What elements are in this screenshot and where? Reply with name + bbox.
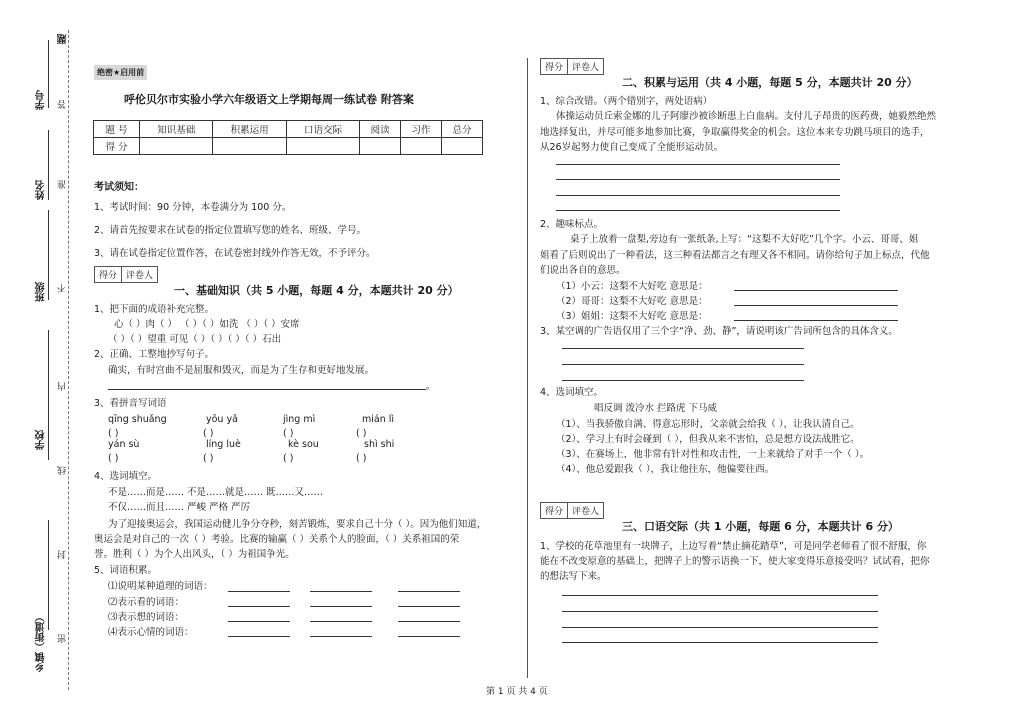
pinyin: yōu yǎ bbox=[206, 414, 238, 425]
score-cell[interactable] bbox=[286, 138, 359, 155]
s3-q1-para: 1、学校的花草池里有一块牌子，上边写着“禁止摘花踏草”，可是同学老师看了很不舒服，你 bbox=[540, 541, 927, 552]
margin-char-seal: 封 bbox=[58, 550, 68, 559]
s1-q4: 4、选词填空。 bbox=[94, 471, 158, 482]
scorer-box bbox=[540, 502, 604, 519]
score-cell[interactable] bbox=[401, 138, 442, 155]
notice-item: 2、请首先按要求在试卷的指定位置填写您的姓名、班级、学号。 bbox=[94, 225, 367, 236]
answer-line[interactable] bbox=[734, 320, 898, 321]
answer-paren[interactable]: ( ) bbox=[108, 428, 119, 439]
answer-blank[interactable] bbox=[310, 636, 372, 637]
scorer-score-label: 得分 bbox=[541, 503, 568, 518]
s2-q2-item: （1）小云：这梨不大好吃 意思是： bbox=[556, 281, 708, 292]
margin-label-question: 题 bbox=[58, 34, 69, 44]
page-footer: 第 1 页 共 4 页 bbox=[486, 687, 548, 697]
s3-q1-para: 能在不改变原意的基础上，把牌子上的警示语换一下，使大家变得乐意接受吗？试试看，把你 bbox=[540, 556, 930, 567]
answer-paren[interactable]: ( ) bbox=[356, 453, 367, 464]
answer-paren[interactable]: ( ) bbox=[108, 453, 119, 464]
score-table-header: 知识基础 bbox=[140, 121, 213, 138]
answer-line[interactable] bbox=[562, 595, 878, 596]
s2-q2: 2、趣味标点。 bbox=[540, 219, 604, 230]
score-cell[interactable] bbox=[360, 138, 401, 155]
scorer-score-label: 得分 bbox=[95, 267, 122, 282]
score-row-label: 得 分 bbox=[94, 138, 140, 155]
s2-q2-para: 桌子上放着一盘梨,旁边有一张纸条,上写：“这梨不大好吃”几个字。小云、哥哥、姐 bbox=[570, 234, 919, 245]
s2-q2-item: （3）姐姐：这梨不大好吃 意思是： bbox=[556, 311, 708, 322]
scorer-grader-label: 评卷人 bbox=[572, 63, 600, 73]
pinyin: shì shi bbox=[364, 439, 395, 450]
answer-line[interactable] bbox=[556, 164, 840, 165]
s1-q4-line2: 不仅……而且…… 严峻 严格 严厉 bbox=[108, 502, 251, 513]
s2-q4-item: （4）、他总爱跟我（ ），我让他往东，他偏要往西。 bbox=[556, 464, 775, 475]
pinyin: jìng mì bbox=[283, 414, 316, 425]
pinyin: kè sou bbox=[288, 439, 319, 450]
pinyin: mián lì bbox=[362, 414, 395, 425]
notice-item: 1、考试时间：90 分钟，本卷满分为 100 分。 bbox=[94, 202, 292, 213]
answer-blank[interactable] bbox=[228, 606, 290, 607]
score-cell[interactable] bbox=[213, 138, 286, 155]
s2-q1-para: 地选择复出，并尽可能多地参加比赛，争取赢得奖金的机会。这位本来专功跳马项目的选手， bbox=[540, 127, 930, 138]
s1-q5-item: ⑵表示看的词语： bbox=[108, 597, 185, 608]
margin-label-name: 姓名 bbox=[36, 180, 47, 200]
answer-line[interactable] bbox=[556, 179, 840, 180]
margin-label-class: 班级 bbox=[36, 282, 47, 302]
scorer-grader-label: 评卷人 bbox=[126, 271, 154, 281]
margin-label-school: 学校 bbox=[36, 430, 47, 450]
seal-dashed-line bbox=[68, 30, 69, 690]
score-cell[interactable] bbox=[140, 138, 213, 155]
pinyin: líng luè bbox=[206, 439, 241, 450]
s1-q4-para: 为了迎接奥运会，我国运动健儿争分夺秒，刻苦锻炼，要求自己十分（ ）。因为他们知道， bbox=[108, 519, 487, 530]
s1-q2-answer-line[interactable] bbox=[108, 389, 426, 390]
s2-q2-para: 姐看了后则说出了一种看法，这三种看法都言之有理又各不相同。请你给句子加上标点，代他 bbox=[540, 250, 930, 261]
s1-q1: 1、把下面的成语补充完整。 bbox=[94, 304, 215, 315]
section-2-title: 二、积累与运用（共 4 小题，每题 5 分，本题共计 20 分） bbox=[622, 76, 918, 89]
s1-q2: 2、正确、工整地抄写句子。 bbox=[94, 349, 215, 360]
s2-q1-para: 体操运动员丘索金娜的儿子阿廖沙被诊断患上白血病。支付儿子昂贵的医药费，她毅然绝然 bbox=[556, 111, 937, 122]
answer-blank[interactable] bbox=[228, 591, 290, 592]
scorer-grader-label: 评卷人 bbox=[572, 507, 600, 517]
answer-blank[interactable] bbox=[310, 606, 372, 607]
answer-line[interactable] bbox=[556, 195, 840, 196]
confidential-stamp: 绝密★启用前 bbox=[94, 65, 147, 80]
pinyin: yán sù bbox=[108, 439, 140, 450]
exam-title: 呼伦贝尔市实验小学六年级语文上学期每周一练试卷 附答案 bbox=[124, 93, 414, 106]
s1-q1-line1: 心（ ）肉（ ） （ ）（ ）如洗 （ ）（ ）安席 bbox=[114, 319, 300, 330]
section-3-title: 三、口语交际（共 1 小题，每题 6 分，本题共计 6 分） bbox=[622, 520, 899, 533]
answer-blank[interactable] bbox=[228, 621, 290, 622]
s1-q5-item: ⑷表示心情的词语： bbox=[108, 627, 194, 638]
margin-char-prepare: 准 bbox=[58, 180, 68, 189]
answer-paren[interactable]: ( ) bbox=[203, 428, 214, 439]
scorer-score-label: 得分 bbox=[541, 59, 568, 74]
answer-blank[interactable] bbox=[398, 636, 460, 637]
notice-item: 3、请在试卷指定位置作答，在试卷密封线外作答无效，不予评分。 bbox=[94, 248, 376, 259]
scorer-box bbox=[540, 58, 604, 75]
margin-label-student-id: 学号 bbox=[36, 90, 47, 110]
s1-q3: 3、看拼音写词语 bbox=[94, 398, 167, 409]
answer-line[interactable] bbox=[562, 348, 804, 349]
s2-q1: 1、综合改错。（两个错别字，两处语病） bbox=[540, 96, 713, 107]
score-table bbox=[93, 120, 483, 155]
score-cell[interactable] bbox=[442, 138, 483, 155]
answer-paren[interactable]: ( ) bbox=[283, 453, 294, 464]
s2-q4-item: （2）、学习上有时会碰到（ ），但我从来不害怕，总是想方设法战胜它。 bbox=[556, 434, 860, 445]
s2-q1-para: 从26岁起努力使自己变成了全能形运动员。 bbox=[540, 142, 724, 153]
answer-blank[interactable] bbox=[310, 621, 372, 622]
answer-blank[interactable] bbox=[398, 591, 460, 592]
s2-q4-words: 唱反调 泼冷水 拦路虎 下马威 bbox=[594, 403, 718, 414]
margin-char-line: 线 bbox=[58, 466, 68, 475]
margin-label-town: 乡镇（街道） bbox=[36, 612, 47, 672]
answer-line[interactable] bbox=[556, 210, 840, 211]
answer-blank[interactable] bbox=[398, 621, 460, 622]
s1-q4-para: 誉。胜利（ ）为个人出风头，（ ）为祖国争光。 bbox=[94, 549, 295, 560]
s2-q4-item: （1）、当我骄傲自满、得意忘形时，父亲就会给我（ ），让我认清自己。 bbox=[556, 419, 860, 430]
answer-line[interactable] bbox=[562, 627, 878, 628]
pinyin: qīng shuǎng bbox=[108, 414, 167, 425]
score-table-header: 阅读 bbox=[360, 121, 401, 138]
s1-q2-text: 确实，有时宫曲不是屈服和毁灭，而是为了生存和更好地发展。 bbox=[108, 365, 375, 376]
s1-q4-line1: 不是……而是…… 不是……就是…… 既……又…… bbox=[108, 487, 324, 498]
score-table-header: 积累运用 bbox=[213, 121, 286, 138]
answer-line[interactable] bbox=[562, 642, 878, 643]
score-table-header: 口语交际 bbox=[286, 121, 359, 138]
margin-char-inside: 内 bbox=[58, 382, 68, 391]
s1-q5: 5、词语积累。 bbox=[94, 565, 158, 576]
answer-blank[interactable] bbox=[228, 636, 290, 637]
column-divider bbox=[527, 58, 528, 678]
answer-blank[interactable] bbox=[310, 591, 372, 592]
answer-line[interactable] bbox=[562, 380, 804, 381]
s3-q1-para: 的想法写下来。 bbox=[540, 571, 607, 582]
score-table-header: 题 号 bbox=[94, 121, 140, 138]
answer-blank[interactable] bbox=[398, 606, 460, 607]
answer-line[interactable] bbox=[734, 305, 898, 306]
answer-paren[interactable]: ( ) bbox=[203, 453, 214, 464]
s1-q5-item: ⑴说明某种道理的词语： bbox=[108, 581, 213, 592]
s2-q2-item: （2）哥哥：这梨不大好吃 意思是： bbox=[556, 296, 708, 307]
scorer-box bbox=[94, 266, 158, 283]
answer-paren[interactable]: ( ) bbox=[356, 428, 367, 439]
score-table-header: 习作 bbox=[401, 121, 442, 138]
s2-q4: 4、选词填空。 bbox=[540, 387, 604, 398]
score-table-header: 总分 bbox=[442, 121, 483, 138]
s1-q4-para: 奥运会是对自己的一次（ ）考验。比赛的输赢（ ）关系个人的脸面，（ ）关系祖国的荣 bbox=[94, 534, 460, 545]
margin-char-not: 不 bbox=[58, 284, 68, 293]
notice-heading: 考试须知： bbox=[94, 182, 144, 193]
answer-line[interactable] bbox=[734, 290, 898, 291]
s1-q5-item: ⑶表示想的词语： bbox=[108, 612, 185, 623]
section-1-title: 一、基础知识（共 5 小题，每题 4 分，本题共计 20 分） bbox=[174, 284, 459, 297]
period-mark: 。 bbox=[426, 381, 436, 392]
answer-line[interactable] bbox=[562, 364, 804, 365]
answer-line[interactable] bbox=[562, 611, 878, 612]
s2-q4-item: （3）、在赛场上，他非常有针对性和攻击性，一上来就给了对手一个（ ）。 bbox=[556, 449, 870, 460]
margin-char-answer: 答 bbox=[58, 100, 68, 109]
s1-q1-line2: （ ）（ ）望重 可见（ ）（ ）（ ）（ ）石出 bbox=[108, 334, 282, 345]
answer-paren[interactable]: ( ) bbox=[283, 428, 294, 439]
s2-q3: 3、某空调的广告语仅用了三个字“净、劲、静”，请说明该广告词所包含的具体含义。 bbox=[540, 326, 898, 337]
margin-char-secret: 密 bbox=[58, 634, 68, 643]
s2-q2-para: 们说出各自的意思。 bbox=[540, 265, 626, 276]
